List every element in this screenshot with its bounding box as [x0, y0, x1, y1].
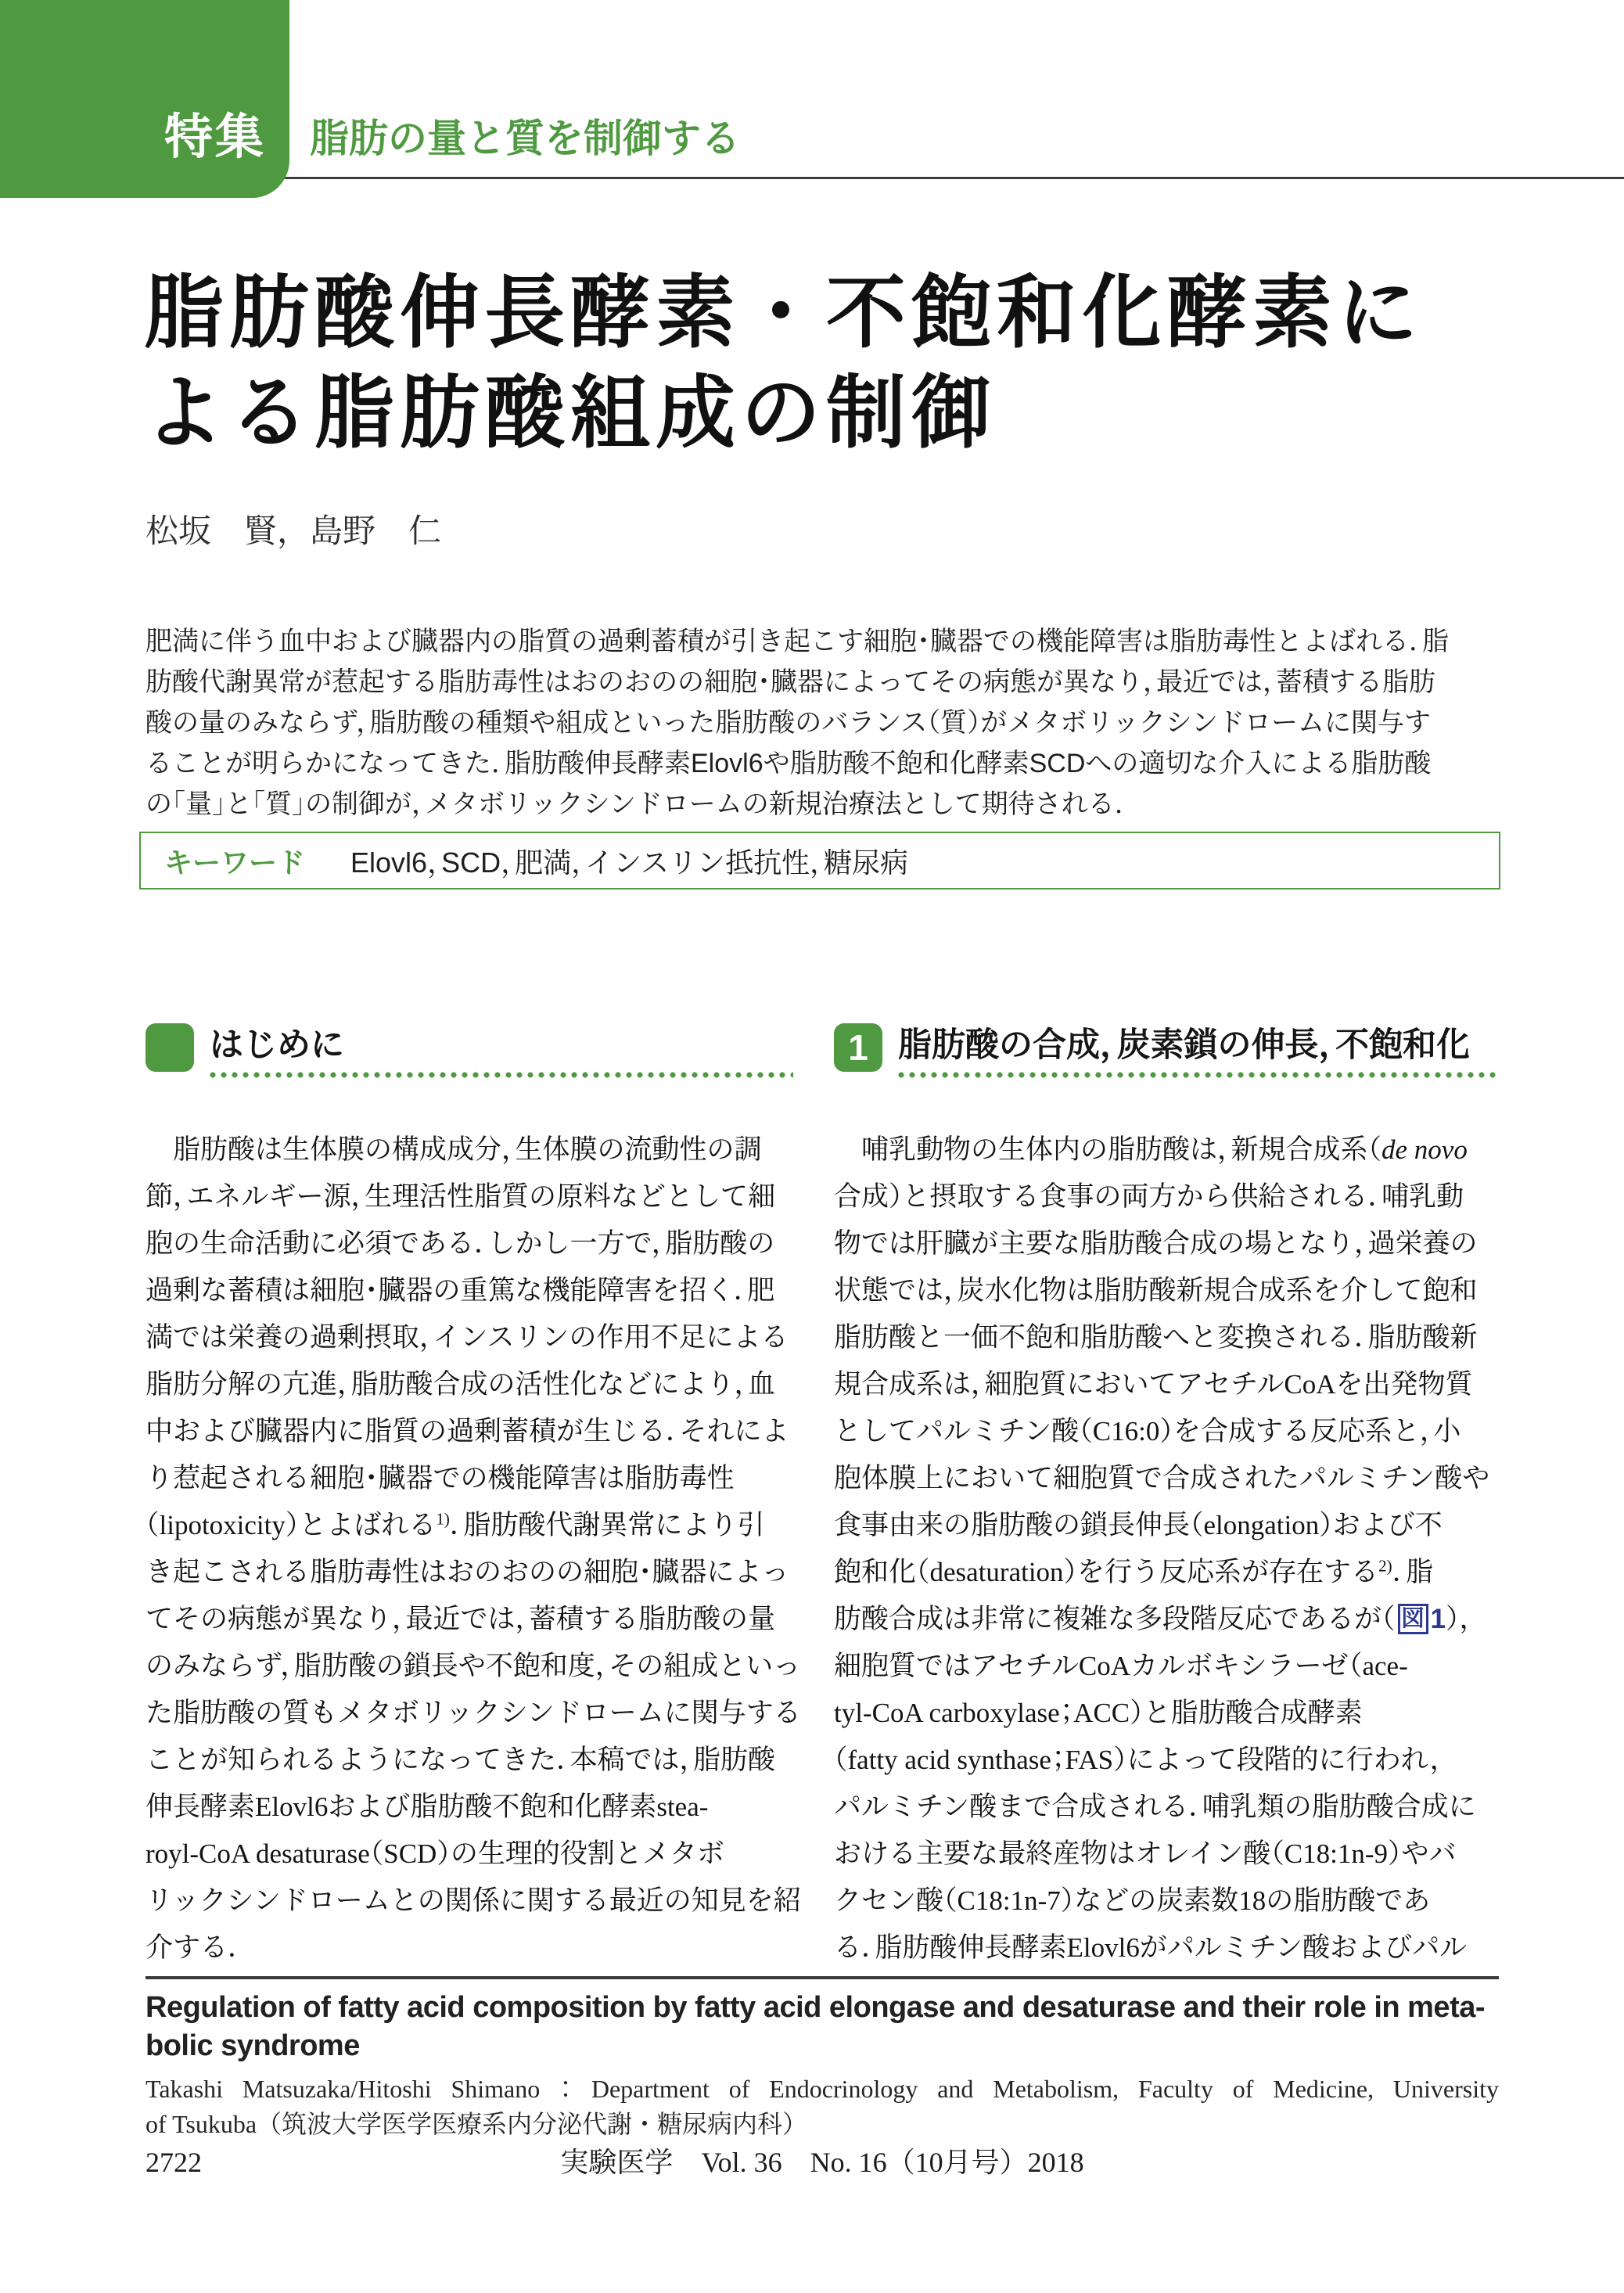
series-title: 脂肪の量と質を制御する: [310, 117, 740, 160]
text-line: [146, 743, 1500, 784]
article-title-line2: よる脂肪酸組成の制御: [144, 368, 997, 458]
text-segment: る．脂肪酸伸長酵素Elovl6がパルミチン酸およびパル: [834, 1932, 1468, 1963]
text-line: [146, 1220, 793, 1267]
text-segment: パルミチン酸まで合成される．哺乳類の脂肪酸合成に: [834, 1792, 1476, 1822]
text-line: [146, 1267, 793, 1314]
text-line: [834, 1878, 1497, 1925]
text-line: [146, 1690, 801, 1737]
text-line: [834, 1408, 1497, 1455]
text-segment: た脂肪酸の質もメタボリックシンドロームに関与する: [146, 1698, 801, 1728]
text-line: [146, 784, 1500, 825]
reference-superscript: 2): [1378, 1556, 1392, 1576]
text-line: [146, 1596, 793, 1643]
keywords-label: キーワード: [164, 846, 306, 879]
text-line: [834, 1127, 1497, 1173]
text-segment: 酸の量のみならず，脂肪酸の種類や組成といった脂肪酸のバランス（質）がメタボリックシンドロームに関与す: [146, 708, 1432, 738]
text-segment: 胞の生命活動に必須である．しかし一方で，脂肪酸の: [146, 1228, 775, 1259]
section-heading: 脂肪酸の合成，炭素鎖の伸長，不飽和化: [898, 1026, 1470, 1064]
text-segment: 肪酸代謝異常が惹起する脂肪毒性はおのおのの細胞・臓器によってその病態が異なり，最近では，蓄積する脂肪: [146, 667, 1435, 697]
dotted-rule: [210, 1072, 793, 1078]
text-segment: ），: [1446, 1604, 1474, 1634]
english-title-line2: bolic syndrome: [146, 2029, 360, 2062]
text-segment: 飽和化（desaturation）を行う反応系が存在する: [834, 1557, 1379, 1587]
text-line: [146, 1127, 793, 1173]
text-segment: ことが知られるようになってきた．本稿では，脂肪酸: [146, 1745, 776, 1775]
text-line: [834, 1314, 1497, 1361]
text-segment: 食事由来の脂肪酸の鎖長伸長（elongation）および不: [834, 1510, 1443, 1540]
text-line: [834, 1737, 1497, 1784]
text-segment: 合成）と摂取する食事の両方から供給される．哺乳動: [834, 1181, 1464, 1212]
section-heading: はじめに: [210, 1026, 344, 1064]
affiliation-line1: Takashi Matsuzaka/Hitoshi Shimano：Department of Endocrinology and Metabolism, Faculty of Medicine, University: [146, 2075, 1499, 2103]
text-line: [146, 703, 1500, 743]
text-segment: 状態では，炭水化物は脂肪酸新規合成系を介して飽和: [834, 1275, 1478, 1306]
text-line: [834, 1690, 1497, 1737]
text-segment: リックシンドロームとの関係に関する最近の知見を紹: [146, 1885, 801, 1916]
affiliation-line2: of Tsukuba（筑波大学医学医療系内分泌代謝・糖尿病内科）: [146, 2110, 808, 2138]
text-segment: （lipotoxicity）とよばれる: [146, 1510, 437, 1540]
section-body-intro: [146, 1127, 801, 1971]
text-line: [834, 1502, 1497, 1549]
text-segment: ることが明らかになってきた．脂肪酸伸長酵素Elovl6や脂肪酸不飽和化酵素SCDへの適切な介入による脂肪酸: [146, 749, 1432, 778]
text-line: [834, 1925, 1497, 1971]
text-line: [146, 1455, 793, 1502]
text-line: [834, 1173, 1497, 1220]
text-line: [146, 662, 1500, 703]
text-segment: 満では栄養の過剰摂取，インスリンの作用不足による: [146, 1322, 789, 1353]
text-segment: 規合成系は，細胞質においてアセチルCoAを出発物質: [834, 1369, 1473, 1400]
series-banner: [0, 0, 289, 198]
text-segment: 脂肪酸と一価不飽和脂肪酸へと変換される．脂肪酸新: [834, 1322, 1478, 1353]
section-header-intro: [146, 1023, 793, 1073]
text-segment: 介する．: [146, 1932, 242, 1963]
text-segment: 過剰な蓄積は細胞・臓器の重篤な機能障害を招く．肥: [146, 1275, 775, 1306]
text-segment: てその病態が異なり，最近では，蓄積する脂肪酸の量: [146, 1604, 776, 1634]
text-segment: 肥満に伴う血中および臓器内の脂質の過剰蓄積が引き起こす細胞・臓器での機能障害は脂肪毒性とよばれる．脂: [146, 627, 1449, 656]
text-segment: 胞体膜上において細胞質で合成されたパルミチン酸や: [834, 1463, 1490, 1493]
text-segment: 細胞質ではアセチルCoAカルボキシラーゼ（ace-: [834, 1651, 1408, 1681]
series-label: 特集: [163, 110, 266, 164]
dotted-rule: [898, 1072, 1496, 1078]
text-line: [834, 1455, 1497, 1502]
text-segment: 哺乳動物の生体内の脂肪酸は，新規合成系（: [834, 1134, 1382, 1165]
text-line: [834, 1596, 1497, 1643]
article-title-line1: 脂肪酸伸長酵素・不飽和化酵素に: [144, 268, 1423, 358]
keywords-text: Elovl6，SCD，肥満，インスリン抵抗性，糖尿病: [350, 846, 908, 879]
text-line: [834, 1549, 1497, 1596]
text-segment: り惹起される細胞・臓器での機能障害は脂肪毒性: [146, 1463, 735, 1493]
text-segment: tyl-CoA carboxylase；ACC）と脂肪酸合成酵素: [834, 1698, 1363, 1728]
text-line: [146, 1925, 793, 1971]
reference-superscript: 1): [436, 1509, 450, 1529]
text-segment: 肪酸合成は非常に複雑な多段階反応であるが（: [834, 1604, 1396, 1634]
text-segment: royl-CoA desaturase（SCD）の生理的役割とメタボ: [146, 1838, 724, 1869]
text-line: [146, 1361, 793, 1408]
text-segment: de novo: [1381, 1134, 1468, 1165]
text-segment: クセン酸（C18:1n-7）などの炭素数18の脂肪酸であ: [834, 1885, 1431, 1916]
text-line: [834, 1643, 1497, 1690]
text-segment: （fatty acid synthase；FAS）によって段階的に行われ，: [834, 1745, 1444, 1775]
authors: 松坂 賢，島野 仁: [146, 512, 442, 549]
text-line: [146, 1502, 793, 1549]
text-segment: 物では肝臓が主要な脂肪酸合成の場となり，過栄養の: [834, 1228, 1478, 1259]
text-segment: 節，エネルギー源，生理活性脂質の原料などとして細: [146, 1181, 776, 1212]
english-title: [146, 1989, 1499, 2065]
section-badge: [146, 1023, 194, 1072]
english-title-line1: Regulation of fatty acid composition by fatty acid elongase and desaturase and their role in meta-: [146, 1991, 1486, 2024]
section-header-1: [834, 1023, 1496, 1073]
text-line: [834, 1831, 1497, 1878]
affiliation: [146, 2072, 1499, 2142]
text-line: [146, 1408, 793, 1455]
text-line: [146, 1314, 793, 1361]
page-number: 2722: [146, 2147, 202, 2178]
text-line: [146, 1878, 801, 1925]
text-line: [146, 1784, 793, 1831]
text-line: [146, 1831, 793, 1878]
text-segment: 脂肪分解の亢進，脂肪酸合成の活性化などにより，血: [146, 1369, 776, 1400]
text-segment: き起こされる脂肪毒性はおのおのの細胞・臓器によっ: [146, 1557, 789, 1587]
bottom-row: [146, 2147, 1499, 2178]
text-line: [146, 621, 1500, 662]
text-segment: の「量」と「質」の制御が，メタボリックシンドロームの新規治療法として期待される．: [146, 789, 1128, 819]
text-line: [146, 1549, 793, 1596]
text-line: [834, 1220, 1497, 1267]
journal-info: 実験医学 Vol. 36 No. 16（10月号）2018: [560, 2147, 1084, 2178]
figure-ref-number[interactable]: 1: [1430, 1604, 1446, 1634]
text-segment: おける主要な最終産物はオレイン酸（C18:1n-9）やバ: [834, 1838, 1457, 1869]
text-line: [146, 1173, 793, 1220]
text-segment: としてパルミチン酸（C16:0）を合成する反応系と，小: [834, 1416, 1461, 1447]
text-line: [834, 1361, 1497, 1408]
article-title: [144, 263, 1505, 463]
keywords-box: [139, 832, 1500, 890]
text-line: [146, 1643, 801, 1690]
figure-ref-icon[interactable]: 図: [1398, 1604, 1428, 1634]
text-segment: 伸長酵素Elovl6および脂肪酸不飽和化酵素stea-: [146, 1792, 709, 1822]
text-segment: ．脂: [1392, 1557, 1434, 1587]
text-line: [834, 1784, 1497, 1831]
text-line: [834, 1267, 1497, 1314]
text-segment: 脂肪酸は生体膜の構成成分，生体膜の流動性の調: [146, 1134, 762, 1165]
text-segment: 中および臓器内に脂質の過剰蓄積が生じる．それによ: [146, 1416, 789, 1447]
text-segment: ．脂肪酸代謝異常により引: [449, 1510, 765, 1540]
text-segment: のみならず，脂肪酸の鎖長や不飽和度，その組成といっ: [146, 1651, 801, 1681]
section-body-1: [834, 1127, 1497, 1971]
abstract: [146, 621, 1500, 825]
text-line: [146, 1737, 793, 1784]
footer-divider: [146, 1976, 1499, 1979]
section-number-badge: 1: [834, 1023, 882, 1072]
